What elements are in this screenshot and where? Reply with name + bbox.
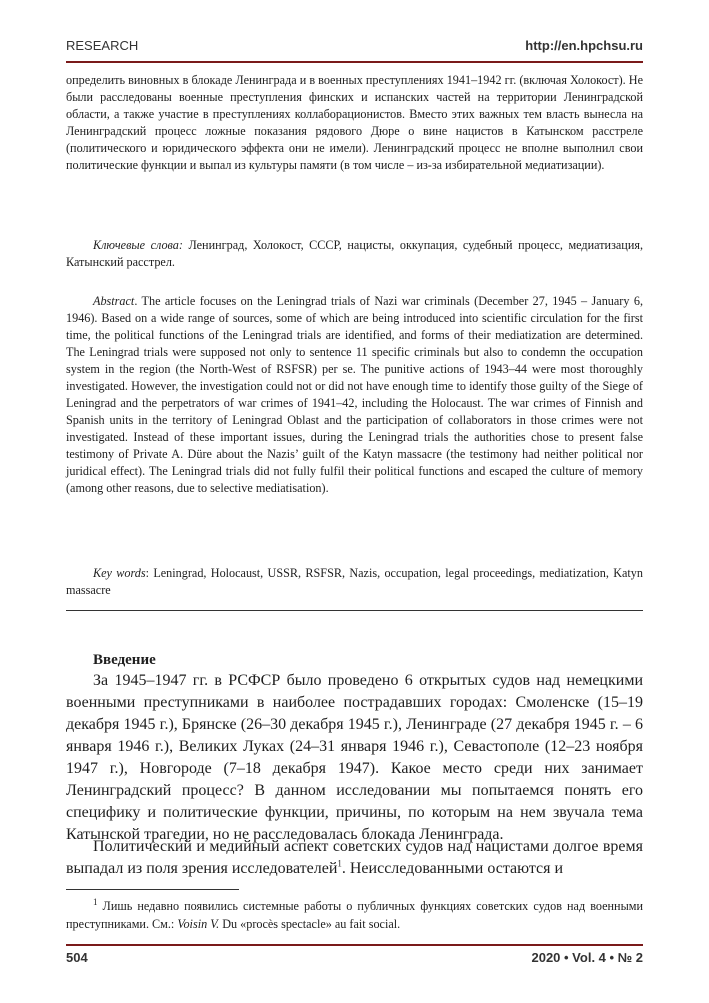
issue-info: 2020 • Vol. 4 • № 2 <box>531 950 643 965</box>
section-divider <box>66 610 643 611</box>
keywords-ru-label: Ключевые слова: <box>93 238 183 252</box>
intro-paragraph-1: За 1945–1947 гг. в РСФСР было проведено 6 открытых судов над немецкими военными преступниками в наиболее пострадавших городах: Смоленске (15–19 декабря 1945 г.), Брянске (26–30 декабря 1945 г.), Ленинграде (27 декабря 1945 г. – 6 января 1946 г.), Великих Луках (24–31 января 1946 г.), Севастополе (12–23 ноября 1947 г.), Новгороде (7–18 декабря 1947). Какое место среди них занимает Ленинградский процесс? В данном исследовании мы попытаемся понять его специфику и политические функции, причины, по которым на нем звучала тема Катынской трагедии, но не расследовалась блокада Ленинграда. <box>66 672 643 843</box>
footnote-rule <box>66 889 239 890</box>
intro-p2-text: Политический и медийный аспект советских судов над нацистами долгое время выпадал из поля зрения исследователей <box>66 838 643 877</box>
footnote-author: Voisin V. <box>177 917 220 931</box>
russian-abstract-end: определить виновных в блокаде Ленинграда и в военных преступлениях 1941–1942 гг. (включая Холокост). Не были расследованы военные преступления финских и испанских частей на территории Ленинградской области, а также участие в преступлениях коллаборационистов. Вместо этих важных тем власть вынесла на Ленинградский процесс ложные показания рядового Дюре о вине нацистов в Катынском расстреле (политического и юридического эффекта они не имели). Ленинградский процесс не вполне выполнил свои политические функции и выпал из культуры памяти (в том числе – из-за избирательной медиатизации). <box>66 73 643 172</box>
footnote-text-a: Лишь недавно появились системные работы о публичных функциях советских судов над военными преступниками. См.: <box>66 899 643 931</box>
footnote-ref[interactable]: 1 <box>337 858 342 869</box>
footer-rule <box>66 944 643 946</box>
header-rule <box>66 61 643 63</box>
keywords-en <box>66 565 643 599</box>
footnote-mark: 1 <box>93 896 98 907</box>
footnote <box>66 897 643 933</box>
intro-paragraph-2 <box>66 836 643 880</box>
keywords-ru-text: Ленинград, Холокост, СССР, нацисты, оккупация, судебный процесс, медиатизация, Катынский расстрел. <box>66 238 644 269</box>
abstract-label: Abstract <box>93 294 135 308</box>
intro-heading: Введение <box>93 652 156 668</box>
journal-url[interactable]: http://en.hpchsu.ru <box>525 38 643 53</box>
keywords-ru <box>66 237 643 271</box>
abstract-text: . The article focuses on the Leningrad trials of Nazi war criminals (December 27, 1945 – January 6, 1946). Based on a wide range of sources, some of which are being introduced into scientific circulation for the first time, the political functions of the Leningrad trials are identified, and forms of their mediatization are determined. The Leningrad trials were supposed not only to sentence 11 specific criminals but also to condemn the occupation system in the region (the North-West of RSFSR) per se. The punitive actions of 1943–44 were most thoroughly investigated. However, the investigation could not or did not have enough time to identify those guilty of the Siege of Leningrad and the perpetrators of war crimes of 1941–42, including the Holocaust. The war crimes of Finnish and Spanish units in the territory of Leningrad Oblast and the participation of collaborators in those crimes were not investigated. Instead of these important issues, during the Leningrad trials the authorities chose to present false testimony of Private A. Düre about the Nazis’ guilt of the Katyn massacre (the testimony had neither political nor juridical effect). The Leningrad trials did not fully fulfil their political functions and escaped the culture of memory (among other reasons, due to selective mediatisation). <box>66 294 643 495</box>
abstract-en <box>66 293 643 497</box>
running-header <box>66 38 643 60</box>
section-label: RESEARCH <box>66 38 139 53</box>
keywords-en-text: : Leningrad, Holocaust, USSR, RSFSR, Nazis, occupation, legal proceedings, mediatization, Katyn massacre <box>66 566 643 597</box>
keywords-en-label: Key words <box>93 566 146 580</box>
footnote-text-b: Du «procès spectacle» au fait social. <box>219 917 401 931</box>
intro-p2-tail: . Неисследованными остаются и <box>341 860 564 877</box>
running-footer <box>66 950 643 970</box>
page-number: 504 <box>66 950 88 965</box>
